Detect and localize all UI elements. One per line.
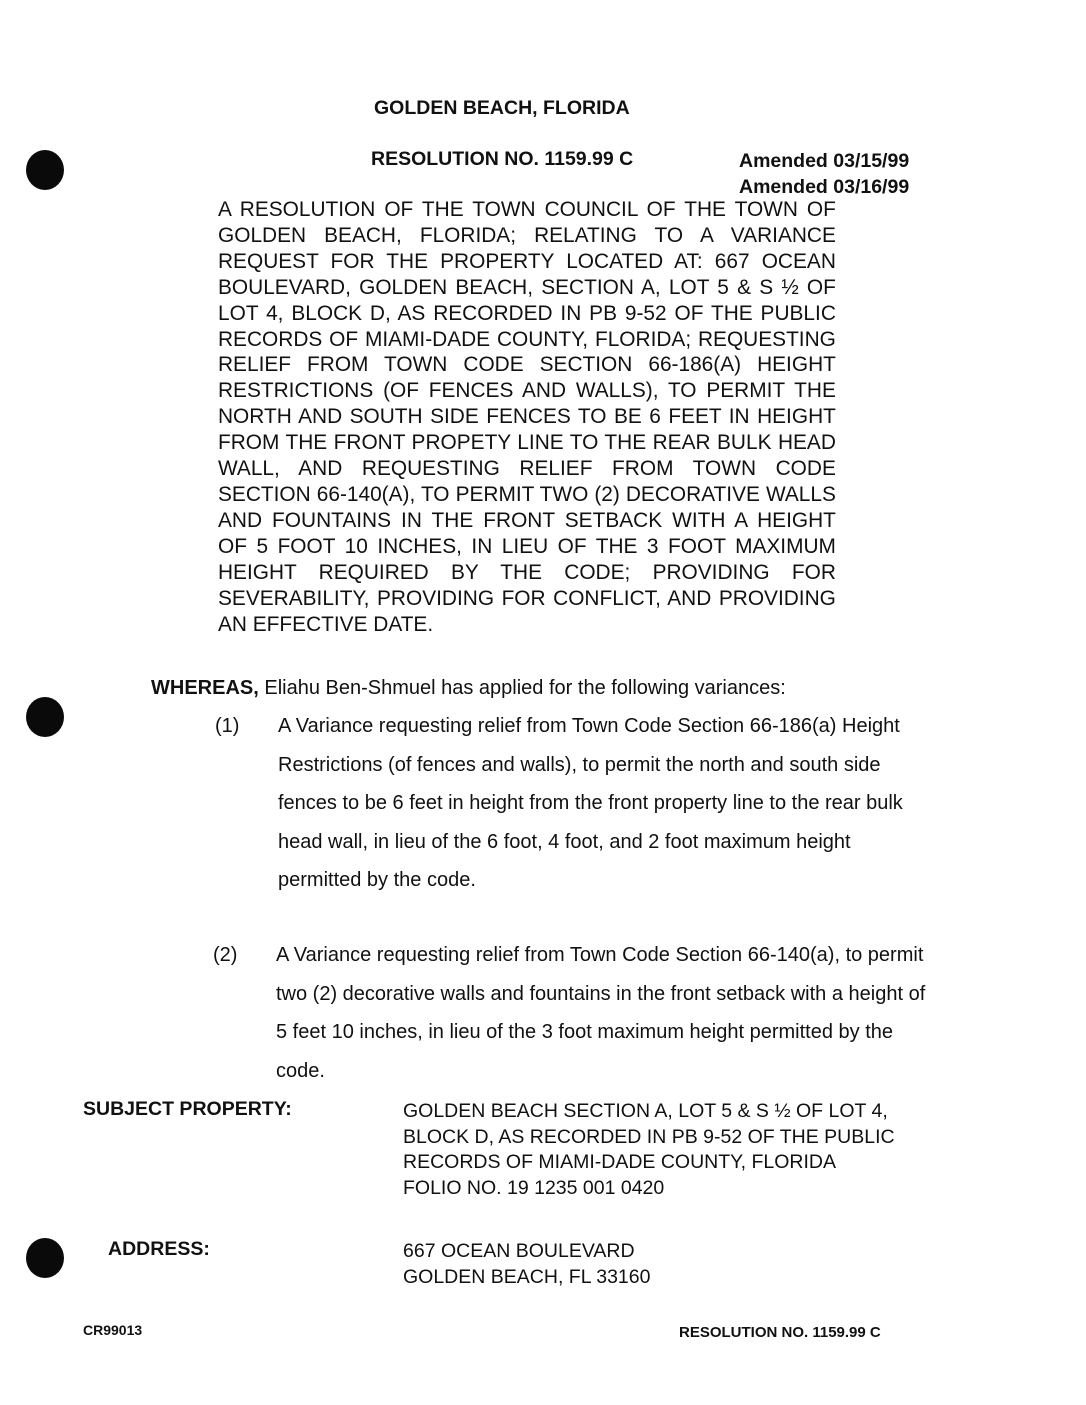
text-line: 667 OCEAN BOULEVARD <box>403 1240 635 1262</box>
text-line: 5 feet 10 inches, in lieu of the 3 foot maximum height permitted by the <box>276 1021 894 1043</box>
text-line: two (2) decorative walls and fountains in the front setback with a height of <box>276 982 926 1005</box>
text-line: head wall, in lieu of the 6 foot, 4 foot, and 2 foot maximum height <box>278 830 851 853</box>
footer-resolution: RESOLUTION NO. 1159.99 C <box>679 1324 881 1341</box>
text-line: LOT 4, BLOCK D, AS RECORDED IN PB 9-52 OF THE PUBLIC <box>218 300 836 325</box>
subject-property-value <box>403 1099 895 1201</box>
text-line: NORTH AND SOUTH SIDE FENCES TO BE 6 FEET IN HEIGHT <box>218 404 836 429</box>
text-line: A RESOLUTION OF THE TOWN COUNCIL OF THE TOWN OF <box>218 197 836 221</box>
text-line: OF 5 FOOT 10 INCHES, IN LIEU OF THE 3 FOOT MAXIMUM <box>218 533 836 558</box>
text-line: A Variance requesting relief from Town Code Section 66-140(a), to permit <box>276 944 924 966</box>
text-line: A Variance requesting relief from Town Code Section 66-186(a) Height <box>278 715 900 737</box>
footer-code: CR99013 <box>83 1322 143 1338</box>
text-line: GOLDEN BEACH, FLORIDA; RELATING TO A VARIANCE <box>218 222 836 247</box>
punch-hole-icon <box>26 1238 64 1278</box>
subject-property-label: SUBJECT PROPERTY: <box>83 1098 292 1120</box>
text-line: GOLDEN BEACH, FL 33160 <box>403 1265 651 1288</box>
whereas-label: WHEREAS, <box>151 677 259 699</box>
text-line: WALL, AND REQUESTING RELIEF FROM TOWN CODE <box>218 456 836 481</box>
variance-item-2 <box>276 936 925 1090</box>
text-line: RECORDS OF MIAMI-DADE COUNTY, FLORIDA; REQUESTING <box>218 326 836 351</box>
text-line: HEIGHT REQUIRED BY THE CODE; PROVIDING FOR <box>218 559 836 584</box>
town-heading: GOLDEN BEACH, FLORIDA <box>374 97 630 119</box>
text-line: SEVERABILITY, PROVIDING FOR CONFLICT, AND PROVIDING <box>218 585 836 610</box>
resolution-number: RESOLUTION NO. 1159.99 C <box>371 148 634 170</box>
variance-item-1 <box>278 707 903 900</box>
text-line: SECTION 66-140(A), TO PERMIT TWO (2) DECORATIVE WALLS <box>218 481 836 506</box>
text-line: AND FOUNTAINS IN THE FRONT SETBACK WITH A HEIGHT <box>218 507 836 532</box>
text-line: RESTRICTIONS (OF FENCES AND WALLS), TO PERMIT THE <box>218 378 836 403</box>
punch-hole-icon <box>26 697 64 737</box>
amended-date-1: Amended 03/15/99 <box>739 150 910 172</box>
text-line: RECORDS OF MIAMI-DADE COUNTY, FLORIDA <box>403 1151 837 1173</box>
text-line: code. <box>276 1059 325 1082</box>
text-line: permitted by the code. <box>278 869 476 891</box>
address-label: ADDRESS: <box>108 1238 210 1260</box>
whereas-clause <box>151 677 786 700</box>
item-number: (2) <box>213 944 238 966</box>
punch-hole-icon <box>26 150 64 190</box>
item-number: (1) <box>215 715 240 737</box>
address-value <box>403 1239 650 1290</box>
text-line: fences to be 6 feet in height from the front property line to the rear bulk <box>278 792 903 814</box>
text-line: REQUEST FOR THE PROPERTY LOCATED AT: 667 OCEAN <box>218 248 836 273</box>
text-line: Restrictions (of fences and walls), to permit the north and south side <box>278 753 881 776</box>
resolution-title <box>218 197 836 637</box>
amended-date-2: Amended 03/16/99 <box>739 176 910 198</box>
text-line: BLOCK D, AS RECORDED IN PB 9-52 OF THE PUBLIC <box>403 1125 895 1148</box>
text-line: RELIEF FROM TOWN CODE SECTION 66-186(A) HEIGHT <box>218 352 836 377</box>
text-line: FOLIO NO. 19 1235 001 0420 <box>403 1176 665 1199</box>
text-line: GOLDEN BEACH SECTION A, LOT 5 & S ½ OF LOT 4, <box>403 1100 888 1122</box>
text-line: FROM THE FRONT PROPETY LINE TO THE REAR BULK HEAD <box>218 430 836 455</box>
text-line: AN EFFECTIVE DATE. <box>218 611 434 636</box>
text-line: BOULEVARD, GOLDEN BEACH, SECTION A, LOT 5 & S ½ OF <box>218 274 836 299</box>
whereas-text: Eliahu Ben-Shmuel has applied for the following variances: <box>264 677 786 699</box>
